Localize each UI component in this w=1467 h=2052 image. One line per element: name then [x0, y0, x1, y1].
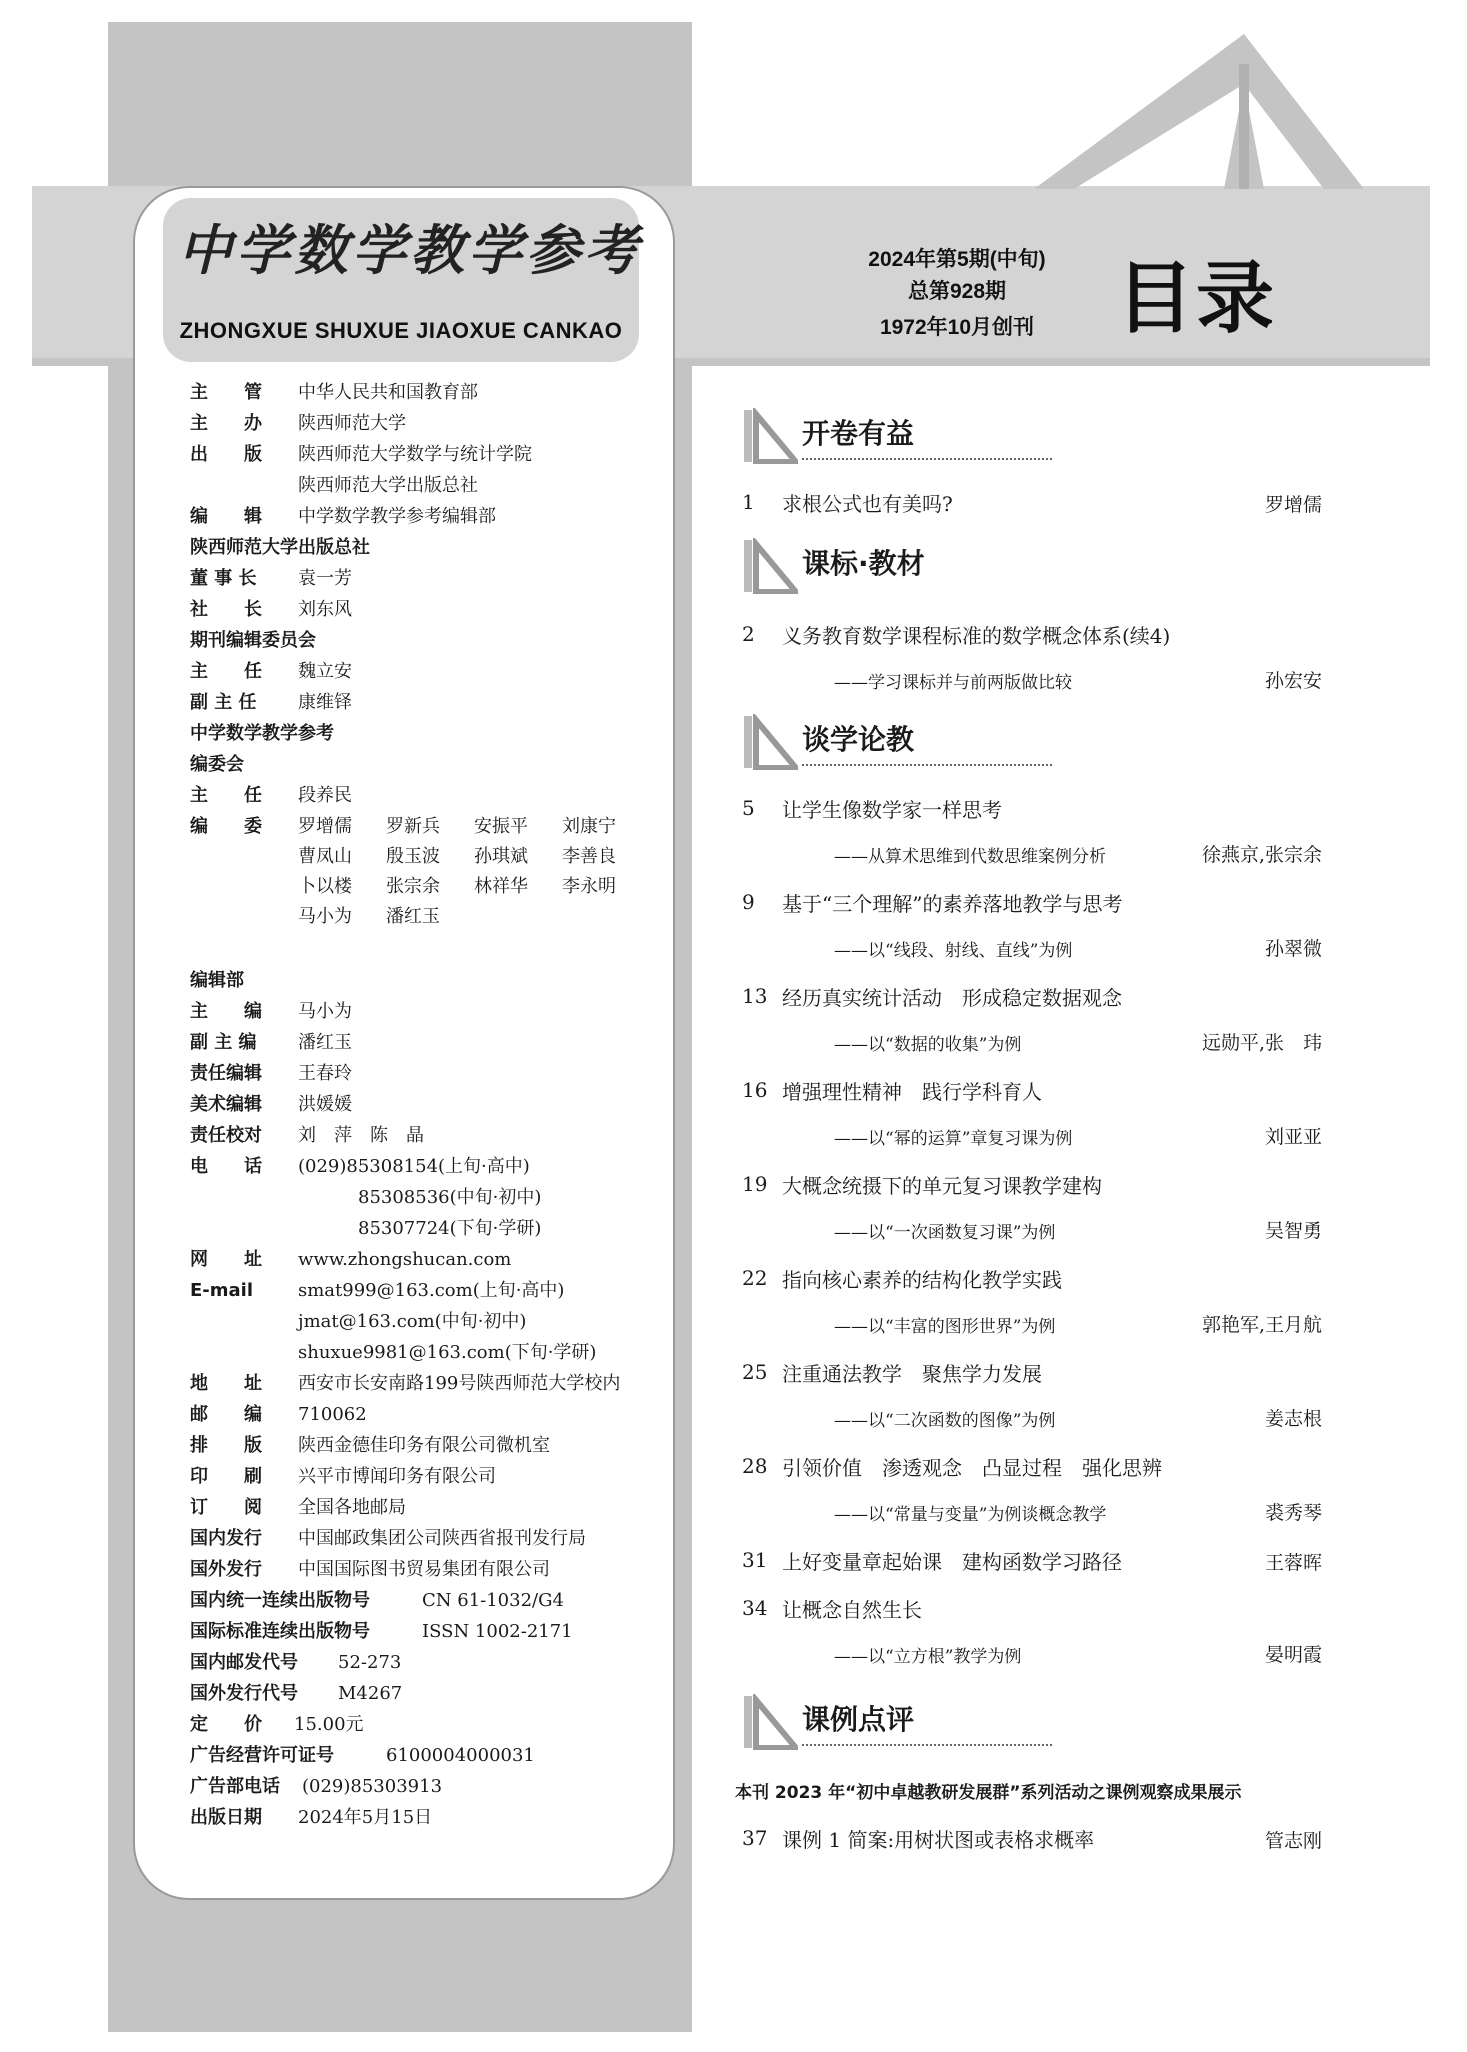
- article-author: 孙宏安: [1264, 670, 1322, 692]
- info-value: ISSN 1002-2171: [422, 1621, 573, 1642]
- article-subtitle: ——以“二次函数的图像”为例: [834, 1411, 1056, 1431]
- info-label: 责任校对: [190, 1125, 262, 1146]
- info-label: 主 任: [190, 661, 262, 682]
- info-label: 副 主 任: [190, 692, 257, 713]
- info-label: 国外发行: [190, 1559, 262, 1580]
- toc-entry[interactable]: [742, 1822, 1322, 1856]
- info-label: 编 委: [190, 816, 262, 837]
- info-value: 6100004000031: [386, 1745, 535, 1766]
- info-label: 社 长: [190, 599, 262, 620]
- info-label: 广告经营许可证号: [190, 1745, 334, 1766]
- info-value: 魏立安: [298, 661, 352, 682]
- toc-section-header: [742, 714, 1052, 770]
- section-title: 谈学论教: [802, 723, 915, 756]
- member-name: 李善良: [562, 846, 616, 867]
- info-heading: 陕西师范大学出版总社: [190, 537, 370, 558]
- toc-entry[interactable]: [742, 486, 1322, 520]
- info-label: 电 话: [190, 1156, 262, 1177]
- info-heading: 期刊编辑委员会: [190, 630, 316, 651]
- page-number: 16: [742, 1078, 768, 1102]
- page-number: 5: [742, 796, 755, 820]
- info-label: 印 刷: [190, 1466, 262, 1487]
- page-number: 34: [742, 1596, 768, 1620]
- committee-members: [298, 812, 658, 932]
- info-value: 全国各地邮局: [298, 1497, 406, 1518]
- article-author: 姜志根: [1264, 1408, 1322, 1430]
- member-name: 张宗余: [386, 876, 440, 897]
- article-title: 上好变量章起始课 建构函数学习路径: [782, 1550, 1122, 1574]
- info-label: 编 辑: [190, 506, 262, 527]
- page-number: 25: [742, 1360, 768, 1384]
- info-label: 地 址: [190, 1373, 262, 1394]
- member-name: 罗新兵: [386, 816, 440, 837]
- section-rule: [802, 458, 1052, 460]
- member-name: 潘红玉: [386, 906, 440, 927]
- member-name: 林祥华: [474, 876, 528, 897]
- toc-subtitle: [742, 1120, 1322, 1150]
- info-label: 美术编辑: [190, 1094, 262, 1115]
- article-title: 大概念统摄下的单元复习课教学建构: [782, 1174, 1102, 1198]
- toc-entry[interactable]: [742, 980, 1322, 1014]
- info-value: 陕西金德佳印务有限公司微机室: [298, 1435, 550, 1456]
- toc-subtitle: [742, 664, 1322, 694]
- toc-entry[interactable]: [742, 1356, 1322, 1390]
- info-value: 陕西师范大学出版总社: [298, 475, 478, 496]
- section-title: 开卷有益: [802, 417, 915, 450]
- page-number: 37: [742, 1826, 768, 1850]
- article-subtitle: ——学习课标并与前两版做比较: [834, 673, 1072, 693]
- page-number: 19: [742, 1172, 768, 1196]
- phone-number: 85308536(中旬·初中): [358, 1187, 542, 1208]
- section-rule: [802, 764, 1052, 766]
- member-name: 罗增儒: [298, 816, 352, 837]
- toc-subtitle: [742, 932, 1322, 962]
- member-name: 孙琪斌: [474, 846, 528, 867]
- info-label: 责任编辑: [190, 1063, 262, 1084]
- article-author: 徐燕京,张宗余: [1201, 844, 1322, 866]
- article-subtitle: ——以“数据的收集”为例: [834, 1035, 1022, 1055]
- info-heading: 编委会: [190, 754, 244, 775]
- article-author: 王蓉晖: [1264, 1552, 1322, 1574]
- article-title: 义务教育数学课程标准的数学概念体系(续4): [782, 624, 1171, 648]
- founded-date: 1972年10月创刊: [879, 316, 1035, 339]
- ruler-triangle-icon: [742, 408, 798, 464]
- member-name: 马小为: [298, 906, 352, 927]
- article-title: 让概念自然生长: [782, 1598, 922, 1622]
- info-label: 排 版: [190, 1435, 262, 1456]
- ruler-triangle-icon: [742, 714, 798, 770]
- price-value: 15.00元: [294, 1714, 364, 1735]
- page-number: 9: [742, 890, 755, 914]
- journal-logo-calligraphy: 中学数学教学参考: [178, 218, 642, 282]
- article-subtitle: ——以“立方根”教学为例: [834, 1647, 1022, 1667]
- toc-entry[interactable]: [742, 1544, 1322, 1578]
- info-label: 国内发行: [190, 1528, 262, 1549]
- roof-truss-graphic: [1034, 34, 1364, 189]
- info-label: 董 事 长: [190, 568, 257, 589]
- info-label: 国内邮发代号: [190, 1652, 298, 1673]
- toc-subtitle: [742, 1214, 1322, 1244]
- info-value: 潘红玉: [298, 1032, 352, 1053]
- toc-entry[interactable]: [742, 792, 1322, 826]
- article-author: 管志刚: [1264, 1830, 1322, 1852]
- member-name: 刘康宁: [562, 816, 616, 837]
- section-title: 课例点评: [802, 1703, 915, 1736]
- toc-heading: 目录: [1116, 254, 1277, 344]
- article-subtitle: ——以“线段、射线、直线”为例: [834, 941, 1073, 961]
- info-label: 出 版: [190, 444, 262, 465]
- journal-title-pinyin: ZHONGXUE SHUXUE JIAOXUE CANKAO: [179, 318, 623, 343]
- info-label: 邮 编: [190, 1404, 262, 1425]
- toc-subtitle: [742, 1026, 1322, 1056]
- toc-entry[interactable]: [742, 618, 1322, 652]
- article-author: 吴智勇: [1264, 1220, 1322, 1242]
- info-value: 袁一芳: [298, 568, 352, 589]
- article-author: 郭艳军,王月航: [1201, 1314, 1322, 1336]
- article-author: 罗增儒: [1264, 494, 1322, 516]
- article-subtitle: ——从算术思维到代数思维案例分析: [834, 847, 1106, 867]
- member-name: 安振平: [474, 816, 528, 837]
- info-label: 国外发行代号: [190, 1683, 298, 1704]
- info-label: E-mail: [190, 1280, 254, 1301]
- section-title: 课标·教材: [802, 547, 925, 580]
- toc-entry[interactable]: [742, 1168, 1322, 1202]
- info-label: 广告部电话: [190, 1776, 280, 1797]
- member-name: 曹凤山: [298, 846, 352, 867]
- info-value: 刘 萍 陈 晶: [298, 1125, 424, 1146]
- info-value: M4267: [338, 1683, 403, 1704]
- article-title: 指向核心素养的结构化教学实践: [782, 1268, 1062, 1292]
- toc-section-header: [742, 408, 1052, 464]
- phone-number: (029)85308154(上旬·高中): [298, 1156, 530, 1177]
- info-value: CN 61-1032/G4: [422, 1590, 564, 1611]
- member-name: 李永明: [562, 876, 616, 897]
- email-address: jmat@163.com(中旬·初中): [298, 1311, 527, 1332]
- toc-subtitle: [742, 838, 1322, 868]
- info-label: 出版日期: [190, 1807, 262, 1828]
- toc-subtitle: [742, 1638, 1322, 1668]
- article-subtitle: ——以“丰富的图形世界”为例: [834, 1317, 1056, 1337]
- info-label: 订 阅: [190, 1497, 262, 1518]
- member-name: 殷玉波: [386, 846, 440, 867]
- phone-number: 85307724(下旬·学研): [358, 1218, 542, 1239]
- info-value: 陕西师范大学数学与统计学院: [298, 444, 532, 465]
- toc-subtitle: [742, 1496, 1322, 1526]
- special-column-note: 本刊 2023 年“初中卓越教研发展群”系列活动之课例观察成果展示: [735, 1783, 1242, 1803]
- issue-number: 2024年第5期(中旬): [868, 248, 1046, 271]
- info-label: 主 编: [190, 1001, 262, 1022]
- website-url: www.zhongshucan.com: [298, 1249, 512, 1270]
- info-label: 网 址: [190, 1249, 262, 1270]
- article-title: 求根公式也有美吗?: [782, 492, 953, 516]
- info-value: 康维铎: [298, 692, 352, 713]
- info-value: 陕西师范大学: [298, 413, 406, 434]
- article-author: 晏明霞: [1264, 1644, 1322, 1666]
- article-title: 增强理性精神 践行学科育人: [782, 1080, 1042, 1104]
- page-number: 22: [742, 1266, 768, 1290]
- article-author: 孙翠微: [1264, 938, 1322, 960]
- info-value: 段养民: [298, 785, 352, 806]
- info-label: 定 价: [190, 1714, 262, 1735]
- article-title: 让学生像数学家一样思考: [782, 798, 1002, 822]
- info-label: 国内统一连续出版物号: [190, 1590, 370, 1611]
- toc-entry[interactable]: [742, 1262, 1322, 1296]
- info-heading: 编辑部: [190, 970, 244, 991]
- member-name: 卜以楼: [298, 876, 352, 897]
- toc-entry[interactable]: [742, 1074, 1322, 1108]
- page-number: 2: [742, 622, 755, 646]
- article-title: 基于“三个理解”的素养落地教学与思考: [782, 892, 1123, 916]
- info-value: 王春玲: [298, 1063, 352, 1084]
- article-author: 远勋平,张 玮: [1201, 1032, 1322, 1054]
- article-subtitle: ——以“一次函数复习课”为例: [834, 1223, 1056, 1243]
- info-value: 52-273: [338, 1652, 402, 1673]
- info-label: 主 任: [190, 785, 262, 806]
- page-number: 31: [742, 1548, 768, 1572]
- info-value: 西安市长安南路199号陕西师范大学校内: [298, 1373, 621, 1394]
- info-value: (029)85303913: [302, 1776, 443, 1797]
- info-value: 中国邮政集团公司陕西省报刊发行局: [298, 1528, 586, 1549]
- toc-section-header: [742, 538, 1052, 594]
- email-address: shuxue9981@163.com(下旬·学研): [298, 1342, 597, 1363]
- article-subtitle: ——以“常量与变量”为例谈概念教学: [834, 1505, 1107, 1525]
- info-label: 主 办: [190, 413, 262, 434]
- info-value: 中学数学教学参考编辑部: [298, 506, 496, 527]
- toc-subtitle: [742, 1402, 1322, 1432]
- toc-entry[interactable]: [742, 886, 1322, 920]
- toc-entry[interactable]: [742, 1450, 1322, 1484]
- info-heading: 中学数学教学参考: [190, 723, 334, 744]
- article-author: 刘亚亚: [1264, 1126, 1322, 1148]
- info-value: 710062: [298, 1404, 367, 1425]
- article-title: 课例 1 简案:用树状图或表格求概率: [782, 1828, 1095, 1852]
- ruler-triangle-icon: [742, 1694, 798, 1750]
- article-title: 经历真实统计活动 形成稳定数据观念: [782, 986, 1122, 1010]
- publish-date: 2024年5月15日: [298, 1807, 433, 1828]
- issue-total: 总第928期: [907, 280, 1007, 303]
- page-number: 1: [742, 490, 755, 514]
- article-subtitle: ——以“幂的运算”章复习课为例: [834, 1129, 1073, 1149]
- ruler-triangle-icon: [742, 538, 798, 594]
- info-label: 副 主 编: [190, 1032, 257, 1053]
- article-author: 裘秀琴: [1264, 1502, 1322, 1524]
- toc-entry[interactable]: [742, 1592, 1322, 1626]
- page-number: 28: [742, 1454, 768, 1478]
- info-label: 主 管: [190, 382, 262, 403]
- info-value: 中华人民共和国教育部: [298, 382, 478, 403]
- email-address: smat999@163.com(上旬·高中): [298, 1280, 565, 1301]
- toc-subtitle: [742, 1308, 1322, 1338]
- page-number: 13: [742, 984, 768, 1008]
- toc-section-header: [742, 1694, 1052, 1750]
- info-value: 兴平市博闻印务有限公司: [298, 1466, 496, 1487]
- info-value: 刘东风: [298, 599, 352, 620]
- info-label: 国际标准连续出版物号: [190, 1621, 370, 1642]
- info-value: 中国国际图书贸易集团有限公司: [298, 1559, 550, 1580]
- section-rule: [802, 1744, 1052, 1746]
- info-value: 马小为: [298, 1001, 352, 1022]
- info-value: 洪媛媛: [298, 1094, 352, 1115]
- article-title: 引领价值 渗透观念 凸显过程 强化思辨: [782, 1456, 1162, 1480]
- article-title: 注重通法教学 聚焦学力发展: [782, 1362, 1042, 1386]
